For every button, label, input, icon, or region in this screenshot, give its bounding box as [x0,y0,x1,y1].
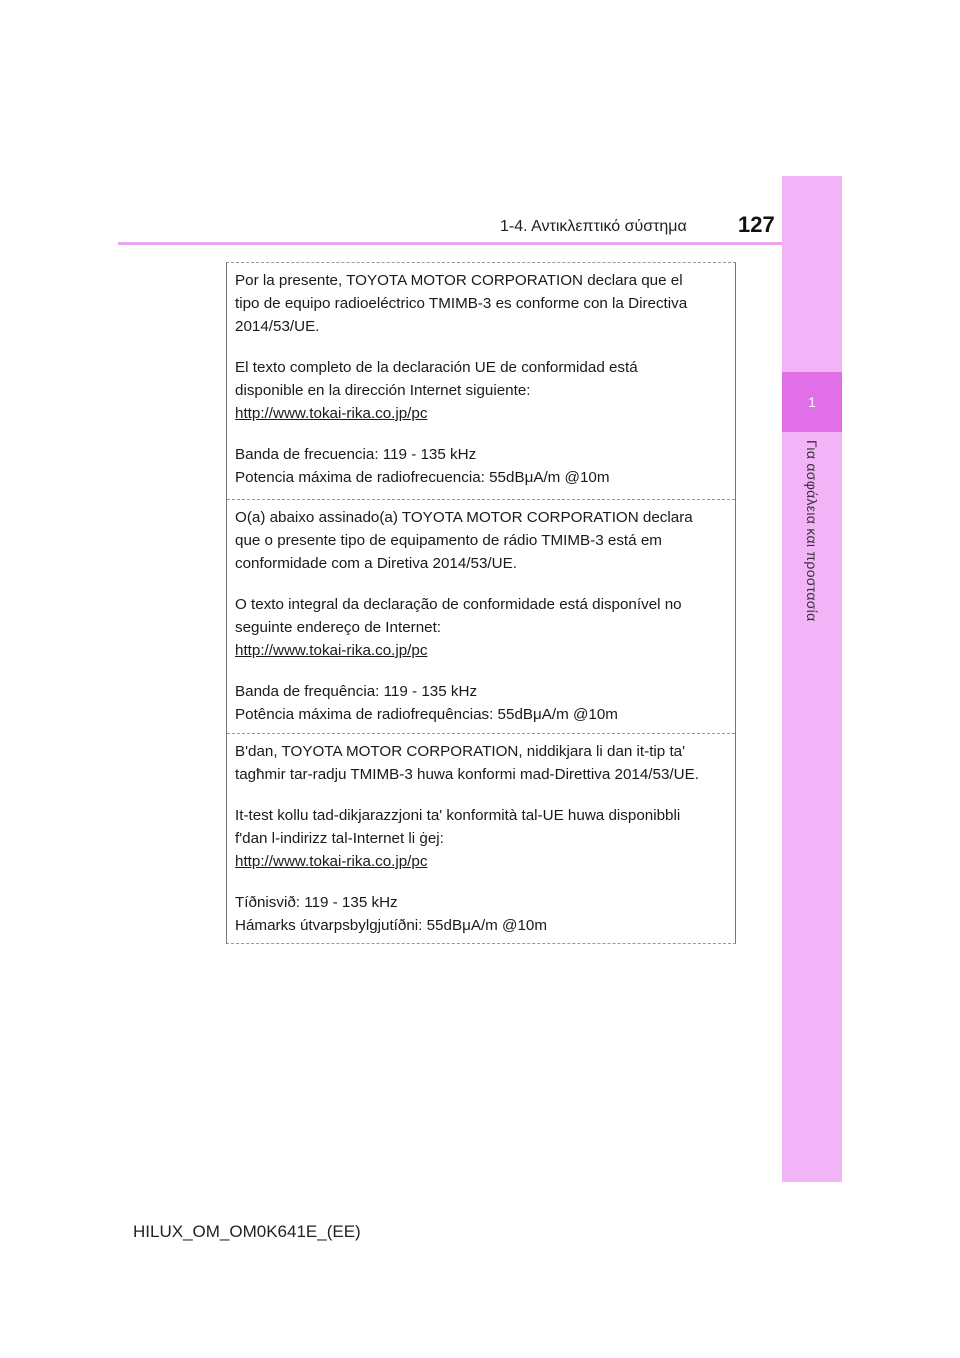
declaration-paragraph: B'dan, TOYOTA MOTOR CORPORATION, niddikjara li dan it-tip ta' tagħmir tar-radju TMIMB-3 huwa konformi mad-Direttiva 2014/53/UE. [235,743,699,783]
declaration-link[interactable]: http://www.tokai-rika.co.jp/pc [235,853,428,870]
chapter-title-vertical [782,432,842,692]
declaration-link[interactable]: http://www.tokai-rika.co.jp/pc [235,642,428,659]
declaration-paragraph: Por la presente, TOYOTA MOTOR CORPORATION declara que el tipo de equipo radioeléctrico TMIMB-3 es conforme con la Directiva 2014/53/UE. [235,272,688,335]
declaration-mt [227,733,735,943]
declaration-paragraph: It-test kollu tad-dikjarazzjoni ta' konformità tal-UE huwa disponibbli f'dan l-indirizz tal-Internet li ġej: [235,807,681,847]
declaration-link-para [235,402,711,425]
declaration-link[interactable]: http://www.tokai-rika.co.jp/pc [235,405,428,422]
header-divider [118,242,840,245]
chapter-title-label: Για ασφάλεια και προστασία [804,440,820,622]
declaration-paragraph: O(a) abaixo assinado(a) TOYOTA MOTOR CORPORATION declara que o presente tipo de equipamento de rádio TMIMB-3 está em conformidade com a Diretiva 2014/53/UE. [235,509,693,572]
declaration-box [226,262,736,944]
declaration-es [227,263,735,499]
page-number: 127 [738,212,775,237]
document-code: HILUX_OM_OM0K641E_(EE) [133,1222,361,1241]
declaration-link-para [235,639,711,662]
declaration-paragraph: El texto completo de la declaración UE de conformidad está disponible en la dirección Internet siguiente: [235,359,638,399]
declaration-specs: Tíðnisvið: 119 - 135 kHz Hámarks útvarpsbylgjutíðni: 55dBμA/m @10m [235,894,548,934]
declaration-link-para [235,850,711,873]
declaration-specs: Banda de frequência: 119 - 135 kHz Potência máxima de radiofrequências: 55dBμA/m @10m [235,683,618,723]
declaration-pt [227,499,735,733]
declaration-paragraph: O texto integral da declaração de conformidade está disponível no seguinte endereço de Internet: [235,596,682,636]
chapter-tab[interactable]: 1 [782,372,842,432]
declaration-specs: Banda de frecuencia: 119 - 135 kHz Potencia máxima de radiofrecuencia: 55dBμA/m @10m [235,446,610,486]
section-title: 1-4. Αντικλεπτικό σύστημα [500,218,687,235]
